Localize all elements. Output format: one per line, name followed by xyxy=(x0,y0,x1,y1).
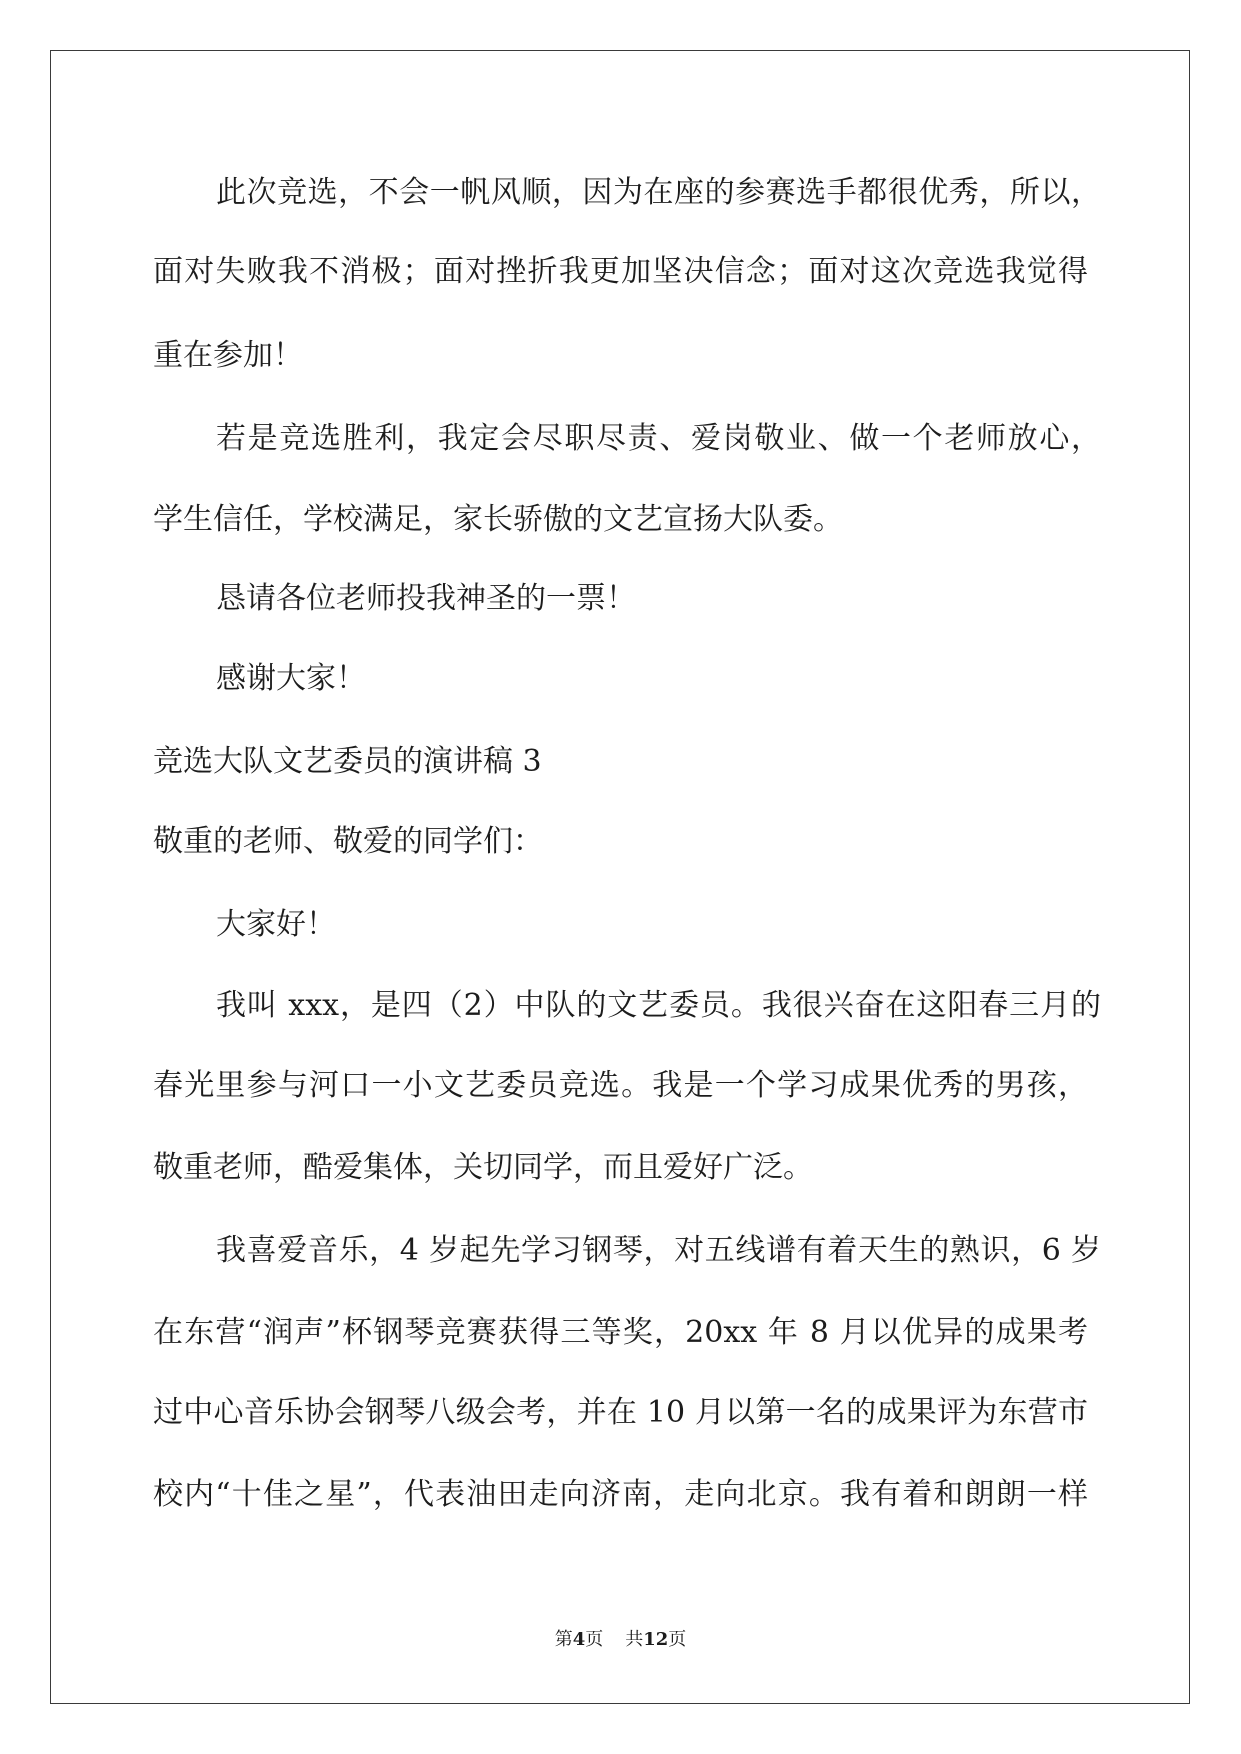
text-line: 我叫 xxx，是四（2）中队的文艺委员。我很兴奋在这阳春三月的 xyxy=(216,988,1101,1023)
text-line: 面对失败我不消极；面对挫折我更加坚决信念；面对这次竞选我觉得 xyxy=(153,254,1088,289)
text-line: 大家好！ xyxy=(216,907,336,942)
page-current: 4 xyxy=(572,1629,586,1650)
page-prefix: 第 xyxy=(554,1629,573,1650)
text-line: 此次竞选，不会一帆风顺，因为在座的参赛选手都很优秀，所以， xyxy=(216,175,1101,210)
text-line: 学生信任，学校满足，家长骄傲的文艺宣扬大队委。 xyxy=(153,502,843,537)
page-footer xyxy=(0,1628,1241,1652)
text-line: 我喜爱音乐，4 岁起先学习钢琴，对五线谱有着天生的熟识，6 岁 xyxy=(216,1233,1101,1268)
total-prefix: 共 xyxy=(625,1629,644,1650)
text-line: 若是竞选胜利，我定会尽职尽责、爱岗敬业、做一个老师放心， xyxy=(216,421,1101,456)
total-pages: 12 xyxy=(643,1629,669,1650)
text-line: 校内“十佳之星”，代表油田走向济南，走向北京。我有着和朗朗一样 xyxy=(153,1477,1088,1512)
salutation: 敬重的老师、敬爱的同学们： xyxy=(153,824,543,859)
text-line: 春光里参与河口一小文艺委员竞选。我是一个学习成果优秀的男孩， xyxy=(153,1068,1088,1103)
section-title: 竞选大队文艺委员的演讲稿 3 xyxy=(153,744,542,779)
page-unit: 页 xyxy=(585,1629,604,1650)
text-line: 敬重老师，酷爱集体，关切同学，而且爱好广泛。 xyxy=(153,1150,813,1185)
text-line: 在东营“润声”杯钢琴竞赛获得三等奖，20xx 年 8 月以优异的成果考 xyxy=(153,1315,1088,1350)
text-line: 过中心音乐协会钢琴八级会考，并在 10 月以第一名的成果评为东营市 xyxy=(153,1395,1088,1430)
text-line: 重在参加！ xyxy=(153,338,303,373)
text-line: 感谢大家！ xyxy=(216,661,366,696)
total-unit: 页 xyxy=(668,1629,687,1650)
text-line: 恳请各位老师投我神圣的一票！ xyxy=(216,581,636,616)
page-border xyxy=(50,50,1190,1704)
